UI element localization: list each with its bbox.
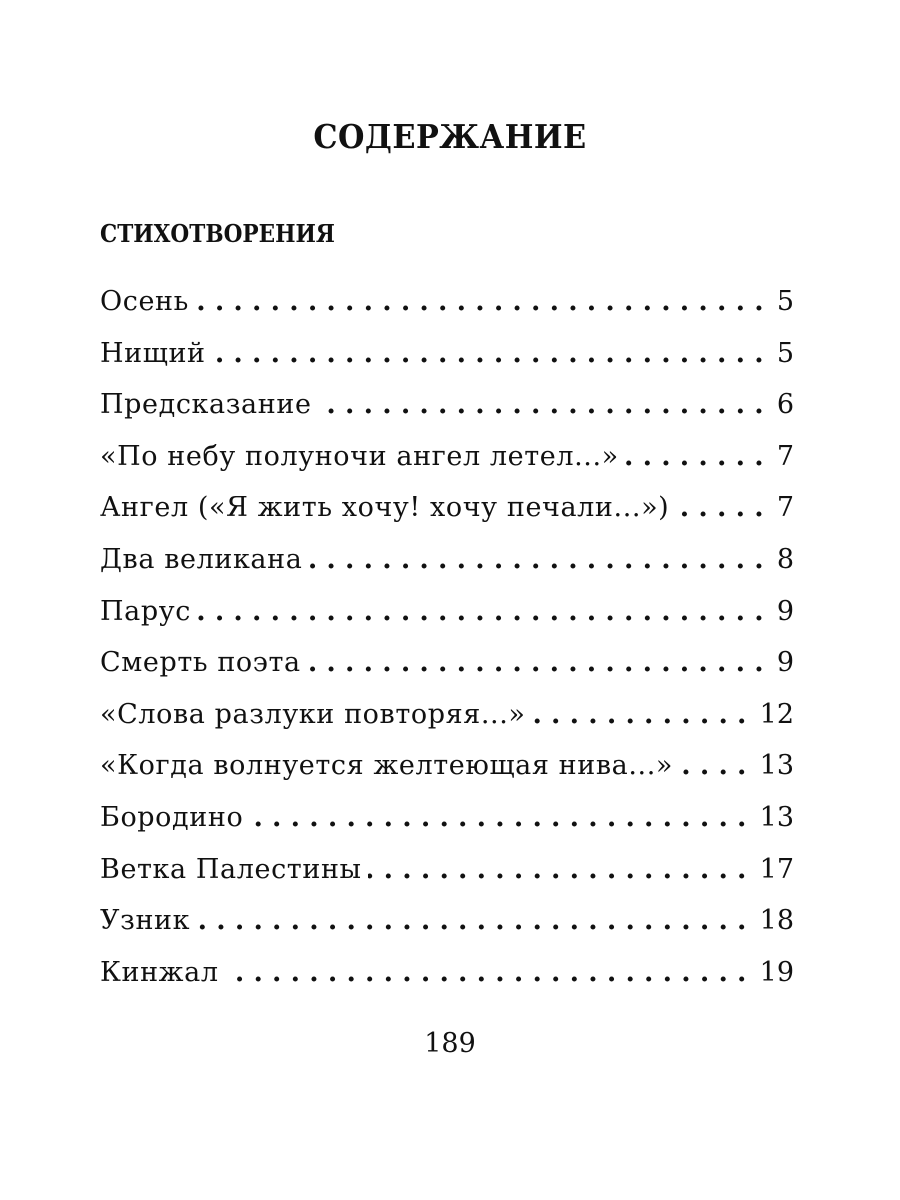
toc-entry-title: Осень <box>100 286 189 317</box>
toc-entry-title: Узник <box>100 905 191 937</box>
toc-leader-dots <box>625 431 773 483</box>
toc-entry-page: 7 <box>776 492 794 524</box>
toc-entry <box>100 740 794 792</box>
toc-leader-dots <box>532 689 756 741</box>
toc-entry-page: 6 <box>776 389 794 421</box>
toc-entry <box>100 895 794 947</box>
toc-leader-dots <box>307 637 773 689</box>
toc-leader-dots <box>196 895 756 947</box>
toc-entry-page: 7 <box>776 440 794 472</box>
toc-leader-dots <box>225 947 756 999</box>
toc-entry-page: 13 <box>759 801 794 833</box>
page-number: 189 <box>424 1028 476 1059</box>
toc-entry-title: Два великана <box>100 543 303 575</box>
toc-entry <box>100 431 794 483</box>
toc-entry <box>100 328 794 380</box>
toc-entry-page: 9 <box>776 595 794 627</box>
toc-leader-dots <box>197 586 773 638</box>
toc-entry-page: 5 <box>776 286 794 317</box>
toc-entry-title: «Слова разлуки повторяя...» <box>100 698 526 730</box>
toc-entry-title: Парус <box>100 595 191 627</box>
toc-entry-title: Бородино <box>100 801 244 833</box>
toc-entry-page: 8 <box>776 543 794 575</box>
toc-entry <box>100 276 794 328</box>
toc-entry-title: Кинжал <box>100 956 219 988</box>
toc-leader-dots <box>308 534 772 586</box>
toc-leader-dots <box>212 328 773 380</box>
toc-entry-page: 12 <box>759 698 794 730</box>
toc-entry-page: 17 <box>759 853 794 885</box>
toc-entry <box>100 844 794 896</box>
table-of-contents <box>100 276 794 998</box>
toc-leader-dots <box>195 276 773 328</box>
toc-entry-title: «Когда волнуется желтеющая нива...» <box>100 750 674 782</box>
toc-entry-page: 5 <box>776 337 794 369</box>
toc-entry <box>100 947 794 999</box>
toc-entry <box>100 689 794 741</box>
toc-entry-title: Смерть поэта <box>100 647 301 679</box>
toc-entry-page: 19 <box>759 956 794 988</box>
page-title: СОДЕРЖАНИЕ <box>313 117 587 156</box>
toc-entry-title: Предсказание <box>100 389 312 421</box>
toc-entry-title: Ветка Палестины <box>100 853 362 885</box>
toc-entry-title: Нищий <box>100 337 206 369</box>
section-heading: СТИХОТВОРЕНИЯ <box>100 219 335 248</box>
toc-entry <box>100 586 794 638</box>
toc-leader-dots <box>368 844 756 896</box>
toc-leader-dots <box>249 792 755 844</box>
toc-leader-dots <box>675 482 772 534</box>
toc-entry <box>100 379 794 431</box>
toc-leader-dots <box>318 379 773 431</box>
toc-entry <box>100 792 794 844</box>
toc-entry-page: 13 <box>759 750 794 782</box>
toc-leader-dots <box>679 740 756 792</box>
toc-entry <box>100 482 794 534</box>
toc-entry-title: «По небу полуночи ангел летел...» <box>100 440 619 472</box>
toc-entry-title: Ангел («Я жить хочу! хочу печали...») <box>100 492 670 524</box>
toc-entry-page: 18 <box>759 905 794 937</box>
toc-entry-page: 9 <box>776 647 794 679</box>
toc-entry <box>100 534 794 586</box>
toc-entry <box>100 637 794 689</box>
